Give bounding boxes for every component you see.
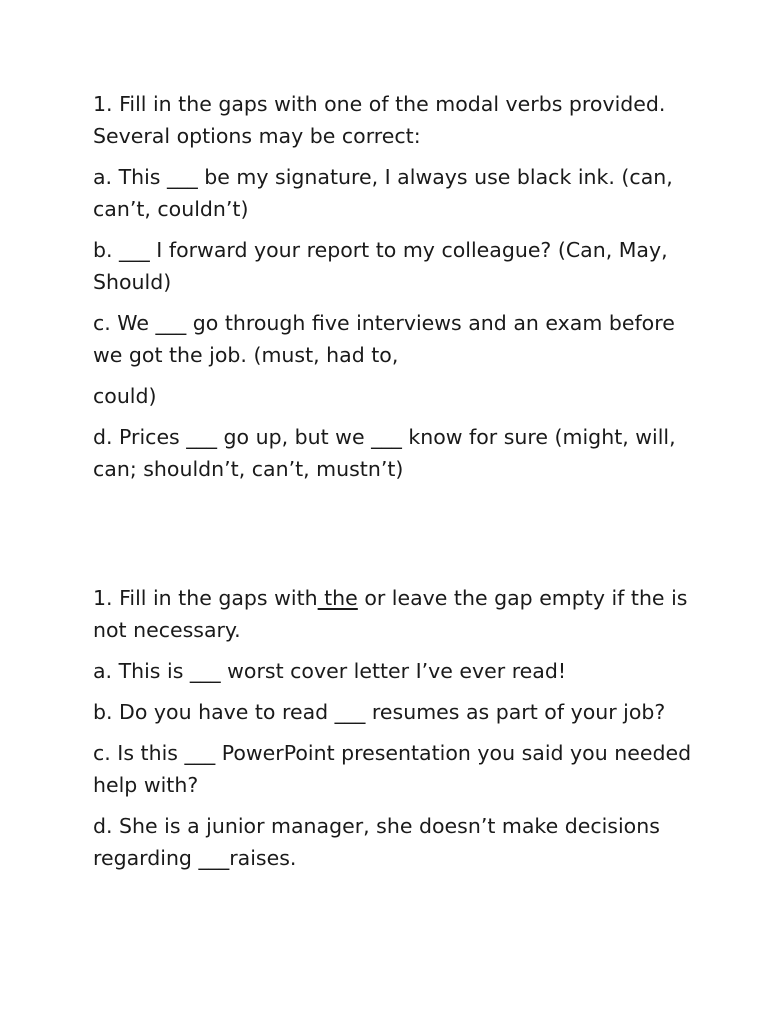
exercise-articles bbox=[93, 582, 703, 883]
exercise-item-d: d. Prices ___ go up, but we ___ know for sure (might, will, can; shouldn’t, can’t, mustn’t) bbox=[93, 425, 676, 481]
exercise-item-a: a. This ___ be my signature, I always use black ink. (can, can’t, couldn’t) bbox=[93, 165, 673, 221]
exercise-item-b: b. Do you have to read ___ resumes as part of your job? bbox=[93, 700, 666, 724]
exercise-item-c: c. Is this ___ PowerPoint presentation you said you needed help with? bbox=[93, 741, 692, 797]
exercise-item-a: a. This is ___ worst cover letter I’ve ever read! bbox=[93, 659, 567, 683]
exercise-modal-verbs bbox=[93, 88, 703, 494]
exercise-item-b: b. ___ I forward your report to my colleague? (Can, May, Should) bbox=[93, 238, 668, 294]
heading-text-start: 1. Fill in the gaps with bbox=[93, 586, 318, 610]
exercise-item-d: d. She is a junior manager, she doesn’t make decisions regarding ___raises. bbox=[93, 814, 660, 870]
heading-text-end: or leave the gap empty if the is not necessary. bbox=[93, 586, 688, 642]
exercise-heading: 1. Fill in the gaps with one of the modal verbs provided. Several options may be correct: bbox=[93, 92, 666, 148]
exercise-item-c-continued: could) bbox=[93, 384, 157, 408]
underlined-word: the bbox=[317, 586, 358, 610]
exercise-item-c: c. We ___ go through five interviews and an exam before we got the job. (must, had to, bbox=[93, 311, 675, 367]
exercise-heading bbox=[93, 582, 703, 646]
